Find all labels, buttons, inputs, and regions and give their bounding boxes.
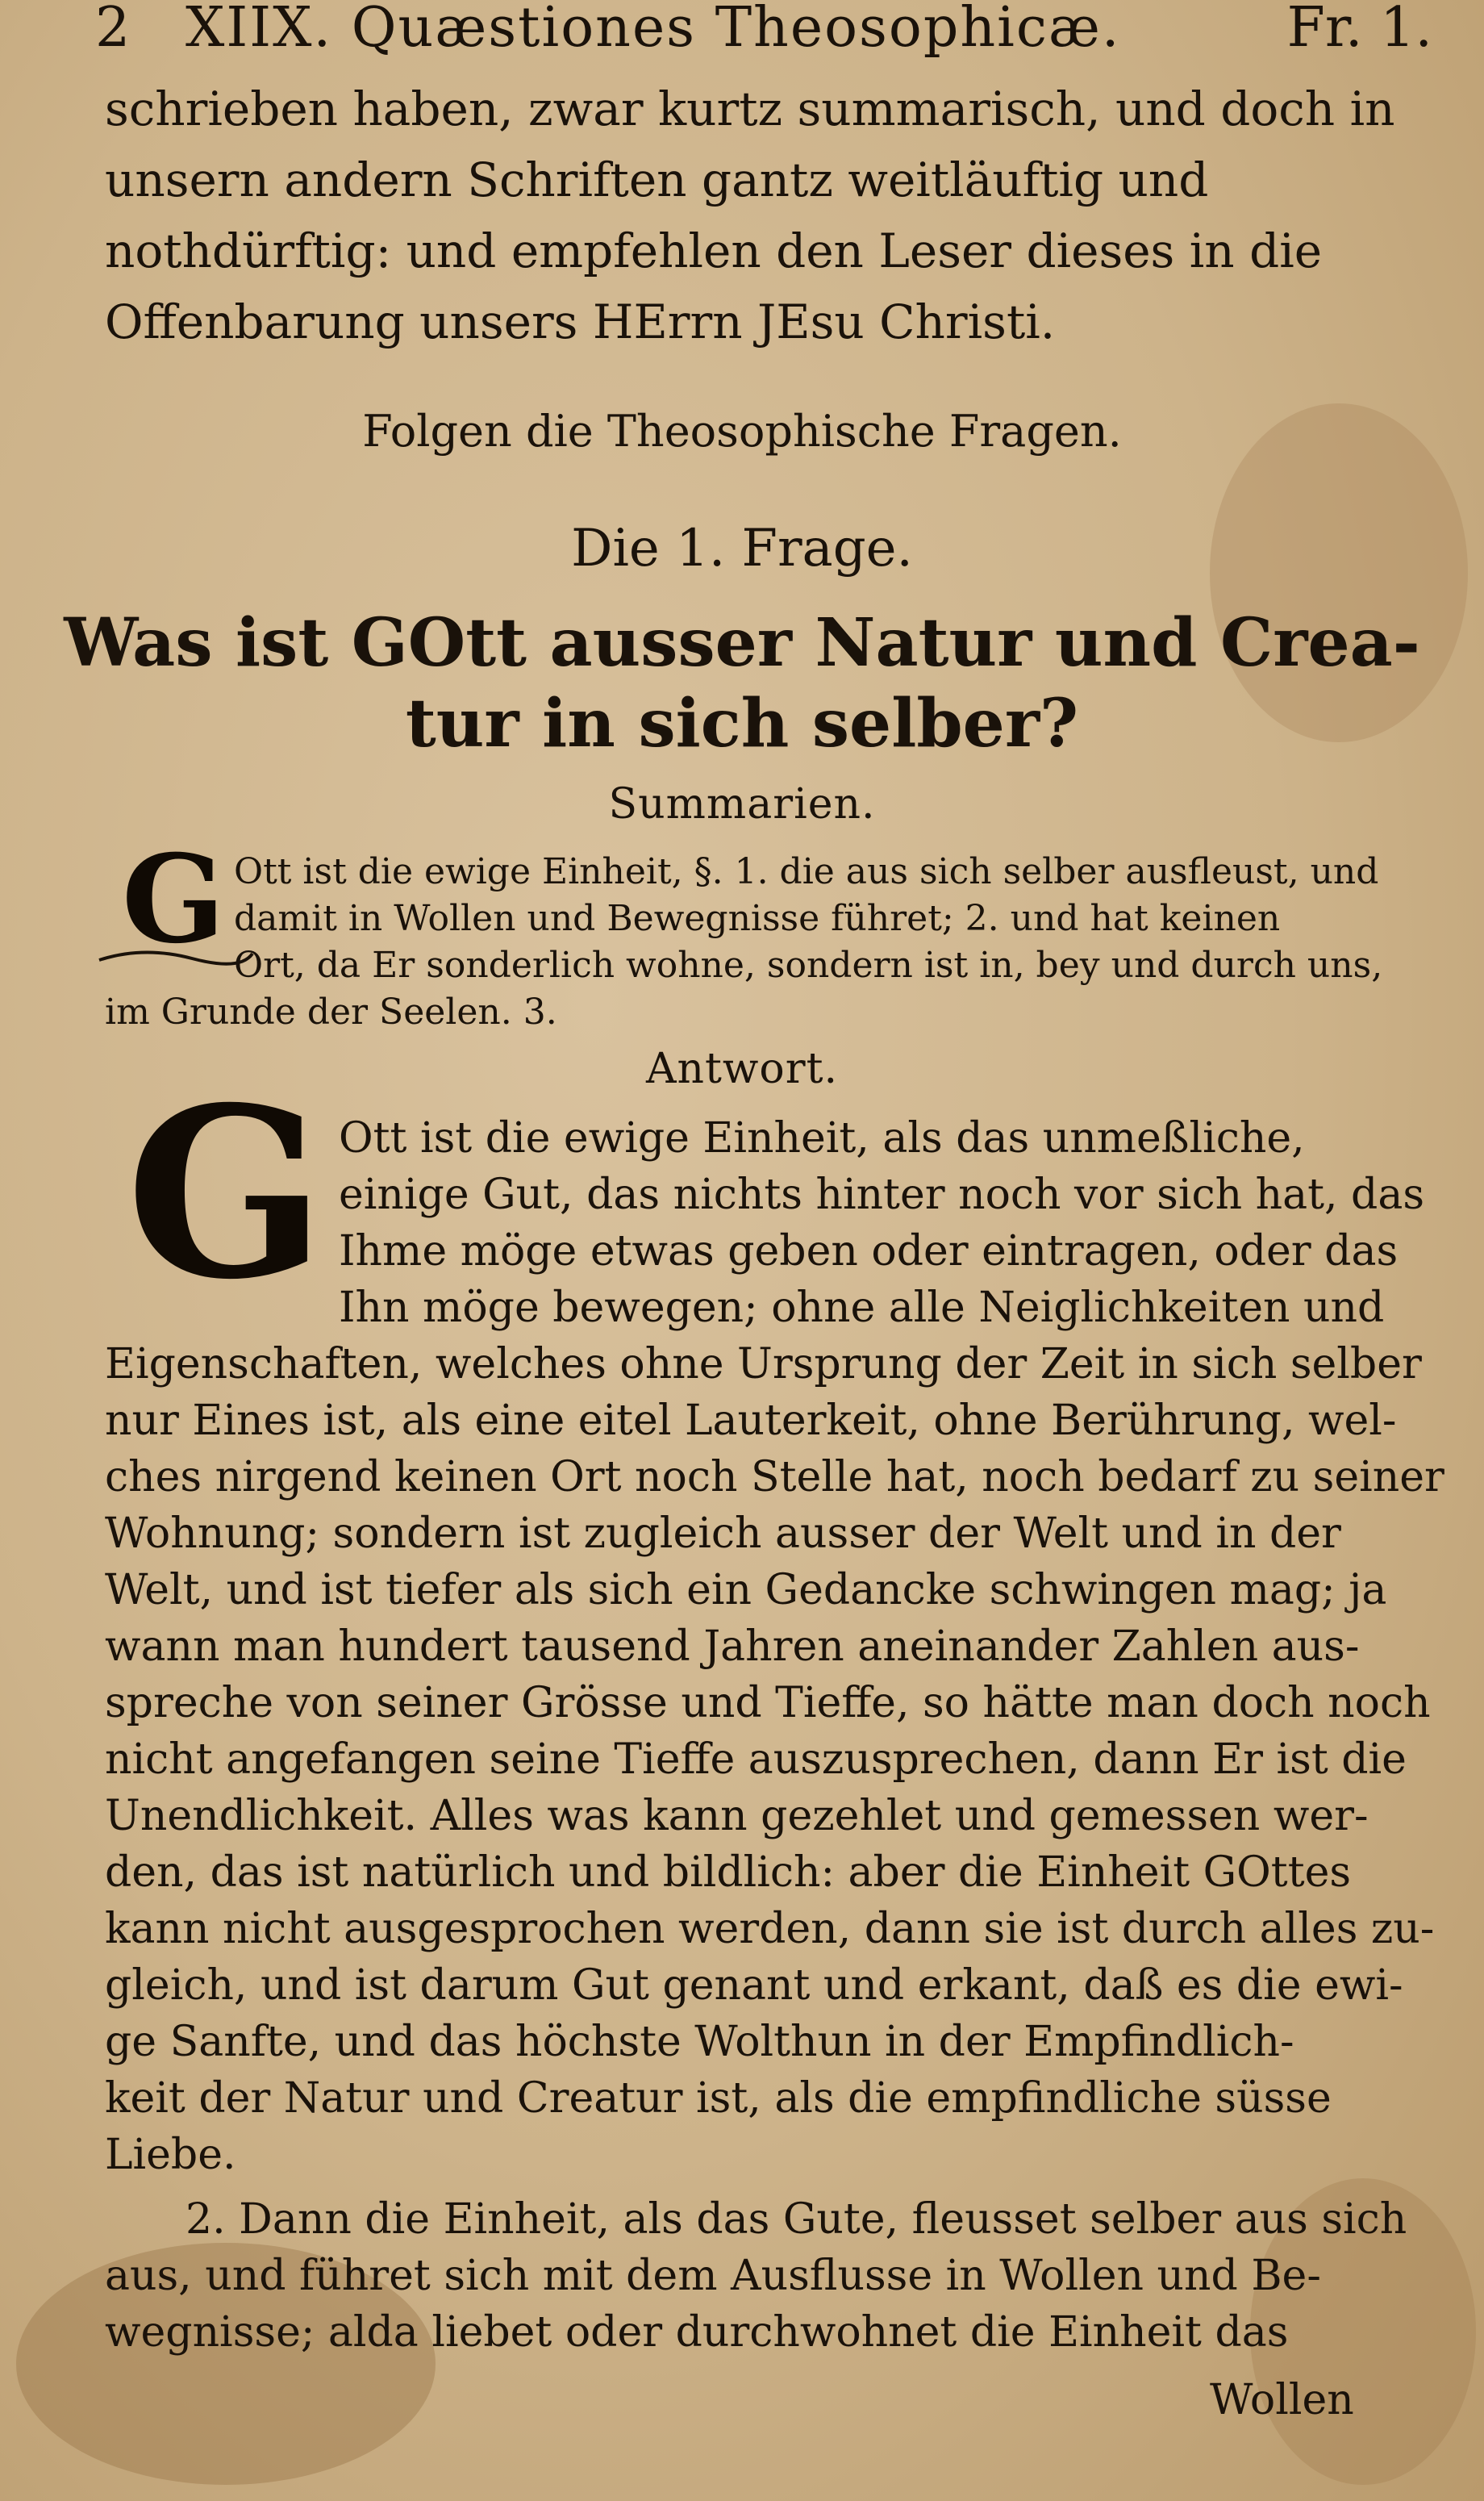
intro-line: schrieben haben, zwar kurtz summarisch, und doch in bbox=[105, 81, 1395, 136]
decorated-initial: G bbox=[126, 1057, 326, 1331]
answer-line: keit der Natur und Creatur ist, als die empfindliche süsse bbox=[105, 2074, 1332, 2123]
answer-line: Eigenschaften, welches ohne Ursprung der Zeit in sich selber bbox=[105, 1340, 1422, 1388]
summary-line: im Grunde der Seelen. 3. bbox=[105, 992, 557, 1033]
answer-line: Wohnung; sondern ist zugleich ausser der Welt und in der bbox=[105, 1509, 1341, 1558]
question-label: Die 1. Frage. bbox=[571, 519, 913, 578]
answer-line: ge Sanfte, und das höchste Wolthun in der Empfindlich- bbox=[105, 2018, 1294, 2066]
page-number: 2 bbox=[95, 0, 131, 60]
signature-mark: Fr. 1. bbox=[1286, 0, 1432, 60]
intro-line: Offenbarung unsers HErrn JEsu Christi. bbox=[105, 294, 1056, 349]
answer-line: Liebe. bbox=[105, 2131, 236, 2179]
answer-line: Ihn möge bewegen; ohne alle Neiglichkeiten und bbox=[339, 1284, 1385, 1332]
answer-line: Unendlichkeit. Alles was kann gezehlet und gemessen wer- bbox=[105, 1792, 1369, 1840]
initial-flourish bbox=[95, 944, 256, 968]
summary-line: damit in Wollen und Bewegnisse führet; 2. und hat keinen bbox=[234, 898, 1281, 939]
decorated-initial: G bbox=[121, 829, 226, 971]
catchword: Wollen bbox=[1210, 2376, 1354, 2424]
answer-line: spreche von seiner Grösse und Tieffe, so hätte man doch noch bbox=[105, 1679, 1431, 1727]
answer-line: Welt, und ist tiefer als sich ein Gedancke schwingen mag; ja bbox=[105, 1566, 1387, 1614]
section-heading: Folgen die Theosophische Fragen. bbox=[362, 406, 1122, 457]
running-header bbox=[81, 0, 1452, 60]
answer-line: 2. Dann die Einheit, als das Gute, fleusset selber aus sich bbox=[186, 2195, 1407, 2244]
answer-line: wann man hundert tausend Jahren aneinander Zahlen aus- bbox=[105, 1622, 1360, 1671]
answer-line: nicht angefangen seine Tieffe auszusprechen, dann Er ist die bbox=[105, 1735, 1407, 1784]
answer-line: Ott ist die ewige Einheit, als das unmeßliche, bbox=[339, 1114, 1305, 1163]
running-title: XIIX. Quæstiones Theosophicæ. bbox=[186, 0, 1121, 60]
question-title-line: Was ist GOtt ausser Natur und Crea- bbox=[64, 604, 1420, 682]
answer-line: den, das ist natürlich und bildlich: aber die Einheit GOttes bbox=[105, 1848, 1352, 1897]
answer-line: einige Gut, das nichts hinter noch vor sich hat, das bbox=[339, 1171, 1425, 1219]
answer-line: kann nicht ausgesprochen werden, dann sie ist durch alles zu- bbox=[105, 1905, 1435, 1953]
summary-line: Ott ist die ewige Einheit, §. 1. die aus sich selber ausfleust, und bbox=[234, 851, 1379, 892]
intro-line: unsern andern Schriften gantz weitläuftig und bbox=[105, 152, 1209, 207]
answer-line: aus, und führet sich mit dem Ausflusse in Wollen und Be- bbox=[105, 2252, 1321, 2300]
summary-heading: Summarien. bbox=[608, 780, 876, 829]
answer-line: gleich, und ist darum Gut genant und erkant, daß es die ewi- bbox=[105, 1961, 1403, 2010]
answer-heading: Antwort. bbox=[645, 1045, 839, 1093]
question-title-line: tur in sich selber? bbox=[405, 685, 1079, 762]
answer-line: Ihme möge etwas geben oder eintragen, oder das bbox=[339, 1227, 1399, 1276]
answer-line: nur Eines ist, als eine eitel Lauterkeit, ohne Berührung, wel- bbox=[105, 1397, 1397, 1445]
intro-line: nothdürftig: und empfehlen den Leser dieses in die bbox=[105, 223, 1323, 278]
summary-line: Ort, da Er sonderlich wohne, sondern ist in, bey und durch uns, bbox=[234, 945, 1383, 986]
answer-line: wegnisse; alda liebet oder durchwohnet die Einheit das bbox=[105, 2308, 1289, 2357]
answer-line: ches nirgend keinen Ort noch Stelle hat, noch bedarf zu seiner bbox=[105, 1453, 1444, 1501]
